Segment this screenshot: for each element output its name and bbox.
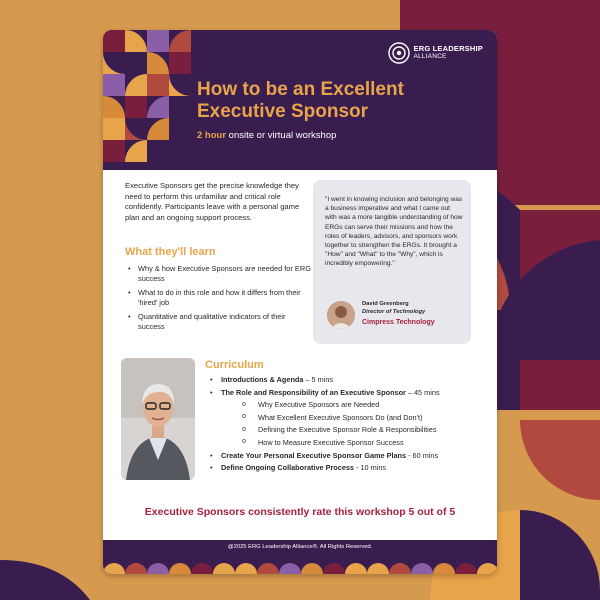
logo-line-2: ALLIANCE	[413, 53, 447, 60]
testimonial-quote: "I went in knowing inclusion and belonging was a business imperative and what I came out with was a more tangible understanding of how ERGs can serve their missions and how the roles of leaders, advisors, and sponsors work together to strengthen the ERGs. It brought a "How" and "What" to the "Why", which is incredibly empowering."	[325, 196, 463, 268]
learn-item: • Quantitative and qualitative indicators of their success	[125, 312, 311, 332]
curriculum-subitem: o Defining the Executive Sponsor Role & Responsibilities	[207, 425, 491, 434]
learn-item: • Why & how Executive Sponsors are needed for ERG success	[125, 264, 311, 284]
page-title: How to be an Excellent Executive Sponsor	[197, 79, 404, 122]
curriculum-item-title: The Role and Responsibility of an Executive Sponsor	[221, 387, 406, 397]
learn-list	[125, 264, 311, 336]
curriculum-item-duration: - 60 mins	[406, 450, 439, 460]
testimonial-role: Director of Technology	[362, 309, 426, 315]
brand-logo	[388, 42, 483, 64]
portrait-image	[121, 358, 195, 480]
testimonial-avatar	[327, 301, 355, 329]
testimonial-company: Cimpress Technology	[362, 319, 435, 326]
curriculum-heading: Curriculum	[205, 359, 264, 371]
duration-highlight: 2 hour	[197, 130, 227, 141]
curriculum-item-duration: – 45 mins	[405, 387, 440, 397]
curriculum-subitem: o How to Measure Executive Sponsor Success	[207, 438, 491, 447]
intro-paragraph: Executive Sponsors get the precise knowledge they need to perform this unfamiliar and critical role confidently. Participants leave with a personal game plan and an ongoing support process.	[125, 181, 300, 222]
curriculum-item	[207, 451, 491, 460]
testimonial-card	[313, 180, 471, 344]
curriculum-item	[207, 375, 491, 384]
geometric-pattern	[103, 30, 193, 170]
copyright-text: @2025 ERG Leadership Alliance®. All Rights Reserved.	[227, 544, 373, 550]
curriculum-item	[207, 388, 491, 397]
logo-line-1: ERG LEADERSHIP	[413, 44, 483, 53]
curriculum-item	[207, 463, 491, 472]
testimonial-name: David Greenberg	[362, 301, 409, 307]
learn-item: • What to do in this role and how it differs from their 'hired' job	[125, 288, 311, 308]
presenter-photo	[121, 358, 195, 480]
person-icon	[327, 301, 355, 329]
curriculum-subitem: o Why Executive Sponsors are Needed	[207, 400, 491, 409]
workshop-format	[197, 130, 336, 141]
logo-wordmark	[414, 45, 483, 61]
header-banner	[103, 30, 497, 170]
curriculum-list	[207, 375, 491, 476]
learn-heading: What they'll learn	[125, 246, 216, 258]
curriculum-item-title: Create Your Personal Executive Sponsor Game Plans	[221, 450, 407, 460]
curriculum-item-title: Introductions & Agenda	[221, 375, 304, 384]
logo-icon	[388, 42, 410, 64]
footer-pattern	[103, 552, 497, 574]
curriculum-item-duration: - 10 mins	[354, 463, 387, 473]
curriculum-item-title: Define Ongoing Collaborative Process	[221, 463, 354, 473]
flyer-card	[103, 30, 497, 574]
curriculum-subitem: o What Excellent Executive Sponsors Do (and Don't)	[207, 413, 491, 422]
footer-banner	[103, 540, 497, 574]
rating-statement: Executive Sponsors consistently rate this workshop 5 out of 5	[144, 506, 456, 518]
curriculum-item-duration: – 5 mins	[303, 375, 334, 384]
format-text: onsite or virtual workshop	[228, 130, 337, 141]
